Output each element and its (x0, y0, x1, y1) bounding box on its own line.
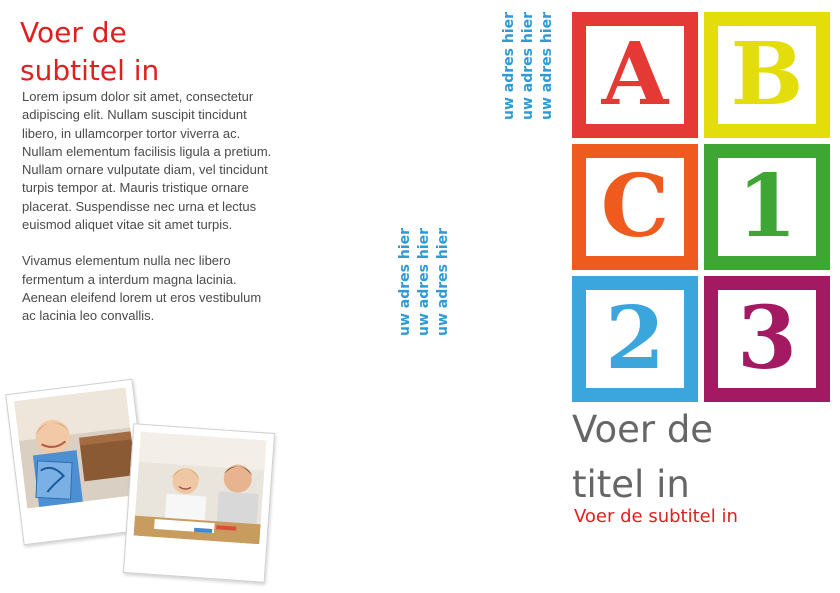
block-3 (704, 276, 830, 402)
block-c (572, 144, 698, 270)
left-body-text (22, 88, 272, 344)
block-2 (572, 276, 698, 402)
block-letter: B (730, 24, 804, 125)
father-daughter-image (134, 432, 267, 545)
block-1 (704, 144, 830, 270)
address-line: uw adres hier (416, 227, 432, 336)
left-subtitle-line1: Voer de (20, 16, 127, 49)
boy-drawing-image (14, 388, 138, 509)
photo-father-daughter (123, 423, 275, 583)
cover-title-line1: Voer de (572, 408, 714, 451)
block-letter: 2 (605, 288, 665, 389)
block-letter: C (600, 156, 670, 257)
address-line: uw adres hier (539, 11, 555, 120)
left-subtitle-line2: subtitel in (20, 54, 160, 87)
left-paragraph-2: Vivamus elementum nulla nec libero fermentum a interdum magna lacinia. Aenean eleifend lorem ut eros vestibulum ac lacinia leo convallis. (22, 253, 262, 324)
address-block-top (500, 10, 557, 120)
block-letter: 3 (737, 288, 797, 389)
left-subtitle (20, 14, 280, 90)
address-line: uw adres hier (435, 227, 451, 336)
address-block-middle (396, 206, 453, 336)
address-line: uw adres hier (397, 227, 413, 336)
block-b (704, 12, 830, 138)
address-line: uw adres hier (520, 11, 536, 120)
left-paragraph-1: Lorem ipsum dolor sit amet, consectetur adipiscing elit. Nullam suscipit tincidunt libero, in ullamcorper tortor viverra ac. Nullam elementum facilisis ligula a pretium. Nullam ornare vulputate diam, vel tincidunt turpis tempor at. Mauris tristique ornare placerat. Suspendisse nec urna et lectus euismod aliquet vitae sit amet turpis. (22, 89, 272, 233)
address-line: uw adres hier (501, 11, 517, 120)
block-letter: 1 (737, 156, 797, 257)
cover-title-line2: titel in (572, 463, 690, 506)
block-a (572, 12, 698, 138)
cover-subtitle: Voer de subtitel in (574, 506, 738, 527)
block-letter: A (601, 24, 669, 125)
cover-title (572, 402, 812, 512)
